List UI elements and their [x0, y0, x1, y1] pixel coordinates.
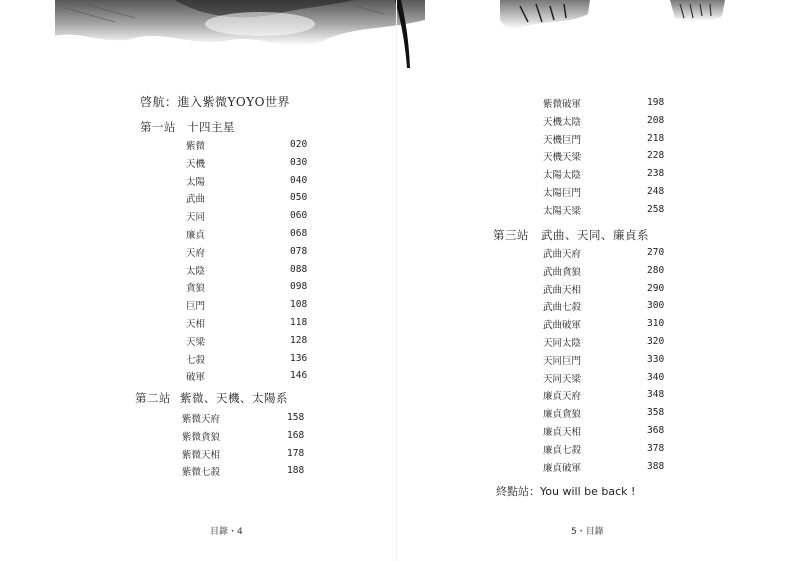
toc-entry-page: 248 — [647, 186, 665, 197]
toc-entry-page: 158 — [287, 412, 305, 423]
toc-entry-title: 太陽 — [186, 176, 206, 188]
toc-entry-title: 天同巨門 — [543, 355, 582, 367]
toc-entry-title: 武曲 — [186, 194, 206, 206]
toc-entry-title: 天梁 — [186, 336, 206, 348]
toc-entry-title: 廉貞貪狼 — [543, 409, 582, 421]
toc-entry-title: 紫微貪狼 — [182, 431, 221, 443]
toc-entry-title: 天同天梁 — [543, 373, 582, 385]
toc-entry-page: 060 — [290, 210, 308, 222]
toc-entry-page: 218 — [647, 132, 665, 144]
toc-entry-title: 七殺 — [186, 354, 206, 366]
toc-entry-title: 天機 — [186, 158, 206, 170]
toc-entry-page: 368 — [647, 425, 665, 436]
toc-entry-title: 破軍 — [186, 372, 206, 384]
toc-entry-title: 天同太陰 — [543, 338, 582, 349]
toc-entry-title: 紫微天相 — [182, 449, 221, 461]
toc-entry-title: 廉貞破軍 — [543, 462, 582, 474]
toc-entry-title: 天機太陰 — [543, 116, 582, 128]
toc-entry-title: 武曲破軍 — [543, 320, 582, 332]
toc-entry-title: 太陰 — [186, 265, 206, 277]
toc-entry-title: 紫微 — [186, 141, 206, 152]
toc-entry-page: 108 — [290, 299, 308, 311]
toc-entry-page: 030 — [290, 156, 308, 168]
toc-entry-page: 340 — [647, 371, 665, 383]
toc-entry-title: 廉貞七殺 — [543, 444, 582, 456]
section-title-3: 武曲、天同、廉貞系 — [541, 228, 649, 242]
toc-entry-page: 300 — [647, 300, 665, 312]
toc-entry-title: 太陽天梁 — [543, 205, 582, 217]
toc-entry-page: 188 — [287, 465, 305, 477]
toc-entry-page: 320 — [647, 336, 665, 347]
toc-entry-title: 廉貞 — [186, 230, 206, 241]
toc-entry-page: 228 — [647, 150, 665, 162]
toc-entry-title: 巨門 — [186, 301, 206, 313]
toc-entry-page: 128 — [290, 334, 308, 346]
toc-entry-page: 238 — [647, 168, 665, 180]
toc-entry-title: 廉貞天府 — [543, 391, 582, 403]
section-label-2: 第二站 — [135, 391, 171, 405]
header-illustration-left — [55, 0, 425, 72]
ending-line — [496, 483, 635, 499]
section-title-2: 紫微、天機、太陽系 — [180, 391, 288, 405]
toc-entry-title: 天機天梁 — [543, 152, 582, 164]
toc-entry-page: 050 — [290, 192, 308, 204]
toc-entry-page: 118 — [290, 317, 308, 328]
toc-entry-title: 紫微七殺 — [182, 467, 221, 479]
toc-entry-page: 068 — [290, 228, 308, 239]
toc-entry-title: 天府 — [186, 247, 206, 259]
section-title-1: 十四主星 — [187, 120, 235, 134]
toc-entry-page: 168 — [287, 429, 305, 441]
header-illustration-right — [480, 0, 740, 42]
toc-entry-page: 040 — [290, 174, 308, 186]
toc-entry-page: 270 — [647, 247, 665, 258]
section-label-1: 第一站 — [140, 120, 176, 134]
toc-entry-title: 天相 — [186, 319, 206, 330]
ending-text: You will be back ! — [540, 485, 636, 498]
toc-entry-page: 020 — [290, 139, 308, 150]
intro-heading: 啓航：進入紫微YOYO世界 — [140, 95, 291, 109]
toc-entry-title: 紫微破軍 — [543, 99, 582, 110]
toc-entry-page: 088 — [290, 263, 308, 275]
toc-entry-title: 武曲七殺 — [543, 302, 582, 314]
toc-entry-page: 348 — [647, 389, 665, 401]
ending-label: 終點站： — [496, 485, 540, 498]
toc-entry-title: 貪狼 — [186, 283, 206, 295]
toc-entry-page: 178 — [287, 447, 305, 459]
section-label-3: 第三站 — [493, 228, 529, 242]
page-footer-right: 5・目錄 — [571, 527, 604, 537]
toc-entry-title: 天同 — [186, 212, 206, 224]
toc-entry-title: 武曲天相 — [543, 284, 582, 296]
toc-entry-page: 330 — [647, 353, 665, 365]
toc-entry-page: 078 — [290, 245, 308, 257]
toc-entry-title: 天機巨門 — [543, 134, 582, 146]
toc-entry-title: 武曲天府 — [543, 249, 582, 260]
toc-entry-page: 098 — [290, 281, 308, 293]
toc-entry-page: 290 — [647, 282, 665, 294]
toc-entry-title: 武曲貪狼 — [543, 266, 582, 278]
page-gutter — [396, 0, 397, 561]
toc-entry-title: 太陽巨門 — [543, 188, 582, 199]
toc-entry-title: 紫微天府 — [182, 414, 221, 425]
toc-entry-page: 136 — [290, 352, 308, 364]
toc-entry-page: 310 — [647, 318, 665, 330]
toc-entry-page: 280 — [647, 264, 665, 276]
toc-entry-page: 146 — [290, 370, 308, 382]
page-footer-left: 目錄・4 — [210, 527, 243, 537]
toc-entry-page: 358 — [647, 407, 665, 419]
toc-entry-title: 太陽太陰 — [543, 170, 582, 182]
toc-entry-page: 198 — [647, 97, 665, 108]
toc-entry-page: 388 — [647, 460, 665, 472]
toc-entry-page: 258 — [647, 203, 665, 215]
toc-entry-title: 廉貞天相 — [543, 427, 582, 438]
toc-entry-page: 378 — [647, 442, 665, 454]
toc-entry-page: 208 — [647, 114, 665, 126]
